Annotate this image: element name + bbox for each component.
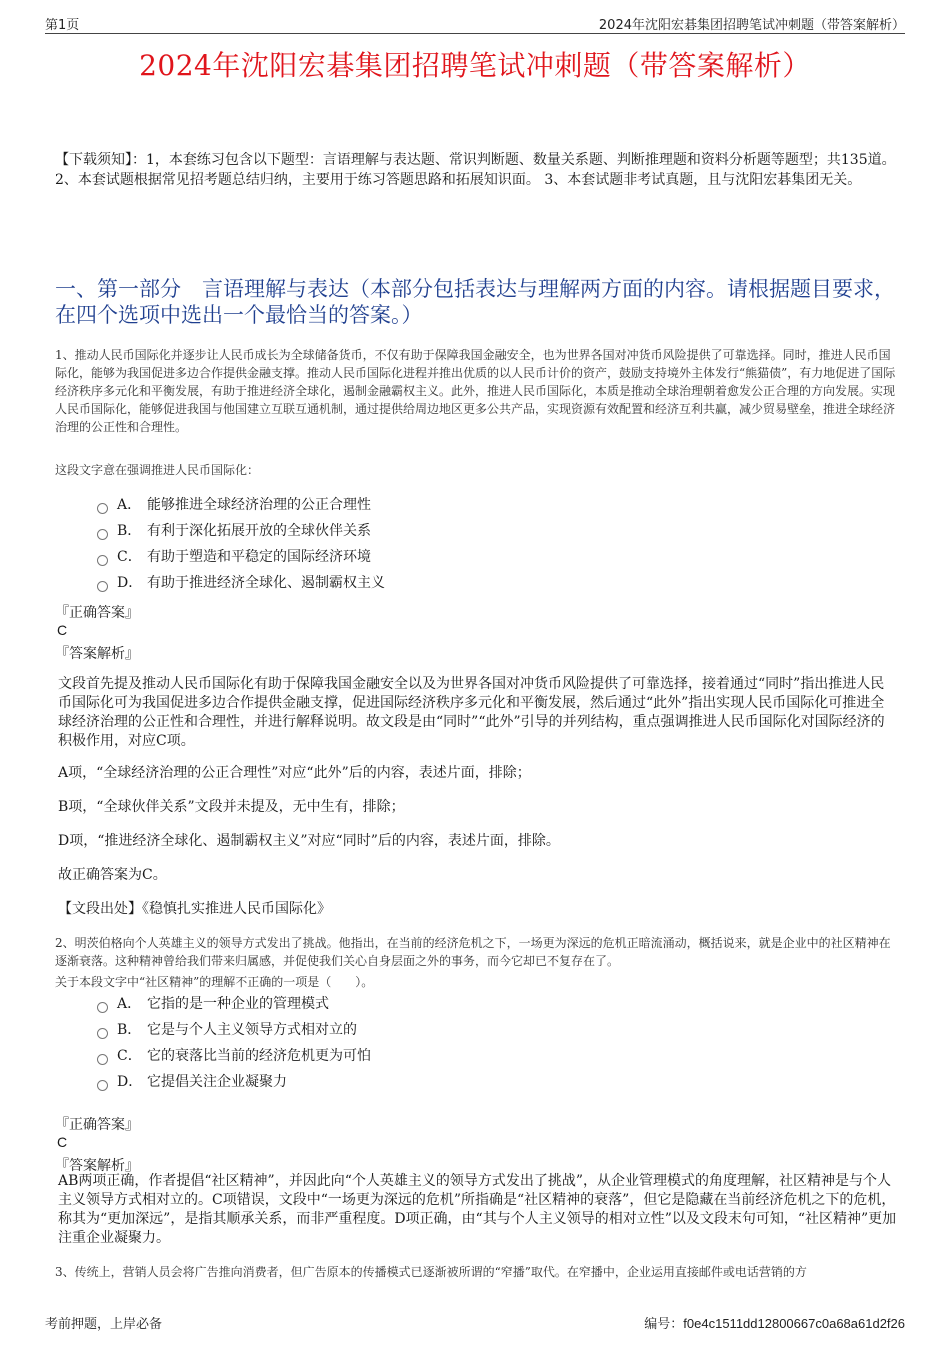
option-letter: D． (117, 575, 143, 591)
question-3-text: 3、传统上，营销人员会将广告推向消费者，但广告原本的传播模式已逐渐被所谓的“窄播”取代。在窄播中，企业运用直接邮件或电话营销的方 (55, 1265, 807, 1279)
q1-answer-label: 『正确答案』 (55, 605, 139, 621)
option-letter: D． (117, 1074, 143, 1090)
download-notice: 【下载须知】：1，本套练习包含以下题型：言语理解与表达题、常识判断题、数量关系题、判断推理题和资料分析题等题型；共135道。 2、本套试题根据常见招考题总结归纳，主要用于练习答题思路和拓展知识面。 3、本套试题非考试真题，且与沈阳宏碁集团无关。 (55, 152, 896, 188)
radio-icon[interactable] (97, 1028, 108, 1039)
option-letter: B． (117, 523, 142, 539)
option-text: 有助于推进经济全球化、遏制霸权主义 (147, 575, 385, 591)
footer-code-value: f0e4c1511dd12800667c0a68a61d2f26 (683, 1316, 905, 1331)
option-letter: A． (117, 996, 142, 1012)
q1-option-d[interactable] (97, 573, 385, 593)
option-letter: C． (117, 549, 142, 565)
radio-icon[interactable] (97, 1080, 108, 1091)
header-divider (45, 33, 905, 34)
q1-answer: C (57, 622, 68, 638)
question-2-prompt: 关于本段文字中“社区精神”的理解不正确的一项是（ ）。 (55, 975, 374, 989)
q1-analysis-d: D项，“推进经济全球化、遏制霸权主义”对应“同时”后的内容，表述片面，排除。 (58, 833, 560, 849)
q2-analysis-label: 『答案解析』 (55, 1158, 139, 1174)
option-letter: C． (117, 1048, 142, 1064)
radio-icon[interactable] (97, 1002, 108, 1013)
q2-option-b[interactable] (97, 1020, 357, 1040)
option-text: 有利于深化拓展开放的全球伙伴关系 (147, 523, 371, 539)
option-text: 有助于塑造和平稳定的国际经济环境 (147, 549, 371, 565)
q2-answer: C (57, 1134, 68, 1150)
question-1-prompt: 这段文字意在强调推进人民币国际化： (55, 463, 260, 477)
radio-icon[interactable] (97, 1054, 108, 1065)
option-text: 它指的是一种企业的管理模式 (147, 996, 329, 1012)
q1-conclusion: 故正确答案为C。 (58, 867, 167, 883)
option-text: 它是与个人主义领导方式相对立的 (147, 1022, 357, 1038)
option-text: 它的衰落比当前的经济危机更为可怕 (147, 1048, 371, 1064)
q1-source: 【文段出处】《稳慎扎实推进人民币国际化》 (58, 901, 331, 917)
q1-option-a[interactable] (97, 495, 371, 515)
footer-code (644, 1313, 905, 1332)
q1-analysis-b: B项，“全球伙伴关系”文段并未提及，无中生有，排除； (58, 799, 405, 815)
option-letter: B． (117, 1022, 142, 1038)
q2-analysis: AB两项正确，作者提倡“社区精神”，并因此向“个人英雄主义的领导方式发出了挑战”，从企业管理模式的角度理解，社区精神是与个人主义领导方式相对立的。C项错误，文段中“一场更为深远的危机”所指确是“社区精神的衰落”，但它是隐藏在当前经济危机之下的危机，称其为“更加深远”，是指其顺承关系，而非严重程度。D项正确，由“其与个人主义领导的相对立性”以及文段末句可知，“社区精神”更加注重企业凝聚力。 (58, 1173, 897, 1246)
question-2-text: 2、明茨伯格向个人英雄主义的领导方式发出了挑战。他指出，在当前的经济危机之下，一场更为深远的危机正暗流涌动，概括说来，就是企业中的社区精神在逐渐衰落。这种精神曾给我们带来归属感，并促使我们关心自身层面之外的事务，而今它却已不复存在了。 (55, 936, 891, 968)
page-number: 第1页 (45, 18, 80, 33)
option-text: 它提倡关注企业凝聚力 (147, 1074, 287, 1090)
option-text: 能够推进全球经济治理的公正合理性 (147, 497, 371, 513)
radio-icon[interactable] (97, 555, 108, 566)
footer-slogan: 考前押题，上岸必备 (45, 1317, 163, 1332)
q1-option-b[interactable] (97, 521, 371, 541)
radio-icon[interactable] (97, 581, 108, 592)
header-doc-title: 2024年沈阳宏碁集团招聘笔试冲刺题（带答案解析） (598, 18, 905, 33)
q2-option-a[interactable] (97, 994, 329, 1014)
q1-analysis-main: 文段首先提及推动人民币国际化有助于保障我国金融安全以及为世界各国对冲货币风险提供了可靠选择，接着通过“同时”指出推进人民币国际化可为我国促进多边合作提供金融支撑，促进国际经济秩序多元化和平衡发展，然后通过“此外”指出实现人民币国际化可推进全球经济治理的公正性和合理性，并进行解释说明。故文段是由“同时”“此外”引导的并列结构，重点强调推进人民币国际化对国际经济的积极作用，对应C项。 (58, 676, 885, 749)
q1-analysis-a: A项，“全球经济治理的公正合理性”对应“此外”后的内容，表述片面，排除； (58, 765, 531, 781)
q1-option-c[interactable] (97, 547, 371, 567)
question-1-text: 1、推动人民币国际化并逐步让人民币成长为全球储备货币，不仅有助于保障我国金融安全，也为世界各国对冲货币风险提供了可靠选择。同时，推进人民币国际化，能够为我国促进多边合作提供金融支撑。推动人民币国际化进程并推出优质的以人民币计价的资产，鼓励支持境外主体发行“熊猫债”，有力地促进了国际经济秩序多元化和平衡发展，有助于推进经济全球化，遏制金融霸权主义。此外，推进人民币国际化，本质是推动全球治理朝着愈发公正合理的方向发展。实现人民币国际化，能够促进我国与他国建立互联互通机制，通过提供给周边地区更多公共产品，实现资源有效配置和经济互利共赢，减少贸易壁垒，推进全球经济治理的公正性和合理性。 (55, 348, 896, 434)
option-letter: A． (117, 497, 142, 513)
q1-analysis-label: 『答案解析』 (55, 646, 139, 662)
radio-icon[interactable] (97, 503, 108, 514)
radio-icon[interactable] (97, 529, 108, 540)
section-title: 一、第一部分 言语理解与表达（本部分包括表达与理解两方面的内容。请根据题目要求，在四个选项中选出一个最恰当的答案。） (55, 277, 895, 327)
q2-answer-label: 『正确答案』 (55, 1117, 139, 1133)
q2-option-d[interactable] (97, 1072, 287, 1092)
q2-option-c[interactable] (97, 1046, 371, 1066)
page-title: 2024年沈阳宏碁集团招聘笔试冲刺题（带答案解析） (139, 49, 811, 82)
footer-code-label: 编号： (644, 1317, 684, 1332)
